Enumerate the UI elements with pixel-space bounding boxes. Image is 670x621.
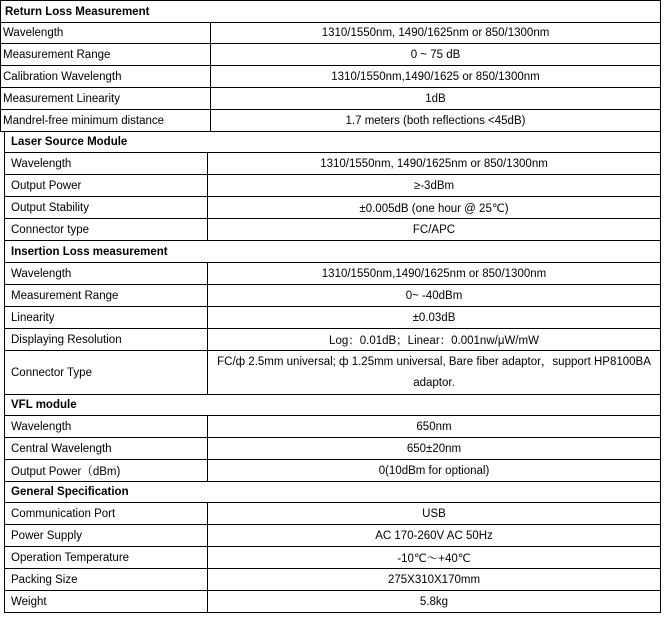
section-header-laser-source — [5, 132, 661, 153]
table-row — [1, 66, 661, 88]
section-title: General Specification — [5, 482, 661, 503]
spec-label: Weight — [5, 591, 208, 613]
spec-label: Operation Temperature — [5, 547, 208, 569]
spec-value: USB — [208, 503, 661, 525]
spec-label: Communication Port — [5, 503, 208, 525]
spec-value: 0(10dBm for optional) — [208, 460, 661, 482]
spec-value: 1310/1550nm,1490/1625nm or 850/1300nm — [208, 263, 661, 285]
spec-value: 1310/1550nm, 1490/1625nm or 850/1300nm — [211, 23, 661, 44]
table-row — [5, 175, 661, 197]
spec-value: ±0.005dB (one hour @ 25℃) — [208, 197, 661, 219]
spec-label: Wavelength — [5, 153, 208, 175]
spec-label: Linearity — [5, 307, 208, 329]
table-row — [5, 503, 661, 525]
spec-value: 650±20nm — [208, 438, 661, 460]
spec-value: Log：0.01dB；Linear：0.001nw/μW/mW — [208, 329, 661, 351]
spec-label: Connector Type — [5, 351, 208, 395]
section-title: Insertion Loss measurement — [5, 241, 661, 263]
section-header-general — [5, 482, 661, 503]
spec-value: 5.8kg — [208, 591, 661, 613]
spec-value: FC/APC — [208, 219, 661, 241]
spec-value: 1dB — [211, 88, 661, 110]
spec-label: Output Stability — [5, 197, 208, 219]
spec-value: 275X310X170mm — [208, 569, 661, 591]
spec-value: 1310/1550nm, 1490/1625nm or 850/1300nm — [208, 153, 661, 175]
table-row — [5, 329, 661, 351]
spec-label: Wavelength — [5, 416, 208, 438]
section-header-vfl — [5, 395, 661, 416]
spec-label: Power Supply — [5, 525, 208, 547]
spec-value: FC/ф 2.5mm universal; ф 1.25mm universal, Bare fiber adaptor，support HP8100BA adaptor. — [208, 351, 661, 395]
table-row — [5, 307, 661, 329]
spec-value: AC 170-260V AC 50Hz — [208, 525, 661, 547]
spec-value: -10℃～+40℃ — [208, 547, 661, 569]
table-row — [5, 153, 661, 175]
table-row — [5, 547, 661, 569]
spec-label: Packing Size — [5, 569, 208, 591]
section-title: Laser Source Module — [5, 132, 661, 153]
table-row — [1, 88, 661, 110]
spec-label: Wavelength — [1, 23, 211, 44]
table-row — [5, 263, 661, 285]
table-row — [5, 525, 661, 547]
section-title: Return Loss Measurement — [1, 1, 661, 23]
spec-value: 1310/1550nm,1490/1625 or 850/1300nm — [211, 66, 661, 88]
table-row — [1, 44, 661, 66]
spec-label: Calibration Wavelength — [1, 66, 211, 88]
spec-value: ≥-3dBm — [208, 175, 661, 197]
table-row — [5, 219, 661, 241]
spec-value: 1.7 meters (both reflections <45dB) — [211, 110, 661, 132]
spec-label: Measurement Linearity — [1, 88, 211, 110]
spec-label: Connector type — [5, 219, 208, 241]
spec-label: Displaying Resolution — [5, 329, 208, 351]
table-row — [5, 438, 661, 460]
spec-table — [4, 131, 661, 613]
table-row — [5, 569, 661, 591]
table-row — [5, 416, 661, 438]
spec-value: 650nm — [208, 416, 661, 438]
section-title: VFL module — [5, 395, 661, 416]
table-row — [5, 285, 661, 307]
section-header-insertion-loss — [5, 241, 661, 263]
spec-label: Mandrel-free minimum distance — [1, 110, 211, 132]
section-header-return-loss — [1, 1, 661, 23]
spec-label: Measurement Range — [5, 285, 208, 307]
table-row — [1, 23, 661, 44]
spec-label: Output Power（dBm) — [5, 460, 208, 482]
table-row — [1, 110, 661, 132]
table-row — [5, 351, 661, 395]
table-row — [5, 197, 661, 219]
spec-value: 0~ -40dBm — [208, 285, 661, 307]
return-loss-table — [0, 0, 661, 132]
spec-label: Wavelength — [5, 263, 208, 285]
spec-value: 0 ~ 75 dB — [211, 44, 661, 66]
spec-label: Central Wavelength — [5, 438, 208, 460]
table-row — [5, 591, 661, 613]
spec-value: ±0.03dB — [208, 307, 661, 329]
spec-label: Measurement Range — [1, 44, 211, 66]
spec-label: Output Power — [5, 175, 208, 197]
table-row — [5, 460, 661, 482]
